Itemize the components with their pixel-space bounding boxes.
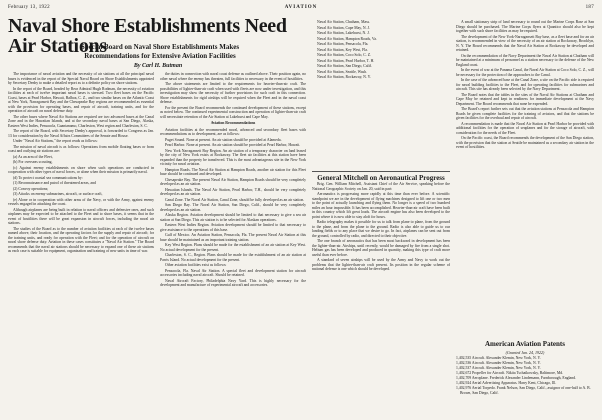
article-column-1 [8, 72, 154, 412]
paragraph: Naval Air Station, Lakehurst, N. J. [317, 31, 370, 35]
paragraph: Under "Naval Air Stations," the report reads as follows: [13, 139, 98, 143]
paragraph: Naval Air Station, Hampton Roads, Va. [317, 36, 377, 41]
paragraph: For the present the Board recommends the continued development of these stations, except as noted below. The continued experimental construction and operation of lighter-than-air craft will necessitate retention of the Air Station at Lakehurst and Cape May. [160, 105, 306, 119]
paragraph: On the Pacific coast, the Board recommends the development of the San Diego station, with the provision that the station at Seattle be maintained as a secondary air station in the event of hostilities. [456, 136, 594, 149]
paragraph: The importance of naval aviation and the necessity of air stations at all the principal naval bases is evidenced in the report of the Special Naval Board on Shore Establishments appointed by Secretary Denby to make a detailed report as to a definite policy on shore stations. [8, 72, 154, 85]
paragraph: Naval Air Station, San Diego, Calif. [317, 64, 372, 68]
paragraph: Naval Air Station, Coco Solo, C. Z. [317, 53, 371, 57]
paragraph: (3) Attacks on enemy submarines, aircraft, or surface craft, [13, 192, 103, 196]
running-head [8, 5, 594, 15]
paragraph: A standard of seven airships will be used by the Army and Navy to work out the problems that the lighter-than-air craft present. Its position in the regular scheme of national defense is one which should be developed. [312, 258, 450, 271]
page-number: 187 [585, 5, 594, 10]
paragraph: A recommendation is made that the Naval Air Station at Pearl Harbor be provided with additional facilities for the operation of seaplanes and for the storage of aircraft, with consideration for the needs of the Fleet. [456, 121, 594, 135]
patents-heading: American Aviation Patents [485, 340, 565, 348]
paragraph: (d) To protect coastal sea communications by: [13, 175, 83, 180]
paragraph: (e) Alone or in cooperation with other arms of the Navy, or with the Army, against enemy vessels engaged in attacking the coast. [8, 197, 154, 206]
mitchell-article-column [312, 182, 450, 412]
paragraph: The Board's report further sets out that the aviation stations at Pensacola and Hampton Roads be given complete facilities for the training of aviators, and that the stations be given facilities for the overhaul and repair of aircraft. [456, 107, 594, 120]
paragraph: Although airplanes are being built in relation to naval officers and defensive ones, and such airplanes may be expected to be attached to the Fleet and to shore bases, it seems that in the event of hostilities there will be great expansion in aircraft forces, including the naval air stations. [8, 207, 154, 225]
paragraph: The mission of naval aircraft is as follows: Operations from mobile floating bases or from coast and outlying air stations are: [8, 144, 154, 153]
article-subtitle: Special Board on Naval Shore Establishments Makes Recommendations for Extensive Aviation Facilities [80, 43, 240, 60]
article-byline: By Carl H. Butman [133, 63, 183, 69]
article-title: Naval Shore Establishments Need Air Stations [8, 15, 287, 57]
station-list-column [312, 20, 450, 168]
paragraph: Naval Air Station, Rockaway, N. Y. [317, 75, 371, 79]
paragraph: Eastern West Indies Region. Aviation development should be limited to that necessary to give assistance to the operations of this base. [160, 223, 306, 232]
paragraph: Pensacola, Fla. Naval Air Station. A special fleet and development station for aircraft accessories including naval aircraft. Should be retained. [160, 268, 306, 277]
patent-entry: 1,402,924 Aerial Advertising Apparatus. Harry Kent, Chicago, Ill. [456, 381, 557, 385]
paragraph: Alaska Region. Aviation development should be limited to that necessary to give a sea air station at San Diego. This air station is to be selected for Alaskan operations. [160, 213, 306, 222]
paragraph: The development of the New York-Narragansett Bay base, as a fleet base and for an air station, is recommended in view of the necessity of an air station at Rockaway, Brooklyn, N. Y. The Board recommends that the Naval Air Station at Rockaway be developed and retained. [456, 34, 594, 52]
paragraph: On the recommendation of the Navy Department the Naval Air Station at Chatham will be maintained at a minimum of personnel as a station necessary to the defense of the New England coast. [456, 53, 594, 67]
paragraph: Aeronautics is progressing more rapidly at this time than ever before. A scientific standpoint we are in the development of flying machines designed to lift one or two men to the point of actually launching and flying them. No longer is a speed of two hundred miles an hour impossible. It has been accomplished. Heavier-than-air craft have been built in this country which lift great loads. The aircraft engine has also been developed to the point where it is now able to stay aloft for hours. [312, 192, 450, 219]
paragraph: In the report of the Board, headed by Rear Admiral Hugh Rodman, the necessity of aviation facilities at each of twelve important naval bases is stressed. Two fleet bases on the Pacific Coast, bases at Pearl Harbor, Hawaii, Balboa, C. Z., and two similar bases on the Atlantic Coast at New York, Narragansett Bay and the Chesapeake Bay regions are recommended as essential with the provision for operating bases, and repair of aircraft, training units, and for the operation of aircraft on naval defense duty. [8, 86, 154, 113]
paragraph: Naval Air Station, Key West, Fla. [317, 47, 368, 52]
paragraph: The above statements are limited to the requirements for heavier-than-air craft. The possibilities of lighter-than-air craft when used with fleets are now under investigation, and this investigation may show the necessity of further provisions for such craft in this connection. Shore establishments for rigid airships will be required when the Fleet and in the naval coast defense. [160, 82, 306, 104]
paragraph: Canal Zone. The Naval Air Station, Canal Zone, should be fully developed as an air station. [165, 197, 305, 202]
paragraph: Pearl Harbor. None at present. An air station should be provided at Pearl Harbor, Hawaii. [165, 143, 301, 147]
paragraph: (b) For overseas scouting, [13, 160, 53, 164]
paragraph: Naval Air Station, Cape May, N. J. [317, 25, 370, 30]
paragraph: Brig. Gen. William Mitchell, Assistant Chief of the Air Service, speaking before the National Geographic Society on Jan. 20, said in part: [312, 182, 450, 191]
patent-entry: 1,402,976 Aerial Torpedo. Frank Nelson, San Diego, Calif., assignor of one-half to A. B. Brown, San Diego, Calif. [456, 386, 591, 395]
paragraph: Key West Region. Plans should be made for the establishment of an air station at Key West. No actual development for the present. [160, 243, 306, 252]
paragraph: The one branch of aeronautics that has been most backward in development has been the lighter-than-air. Airships, until recently, would be damaged by fire from a single shot. Helium gas has been developed and produced in quantity, making this type of craft more useful than ever before. [312, 239, 450, 257]
paragraph: In the case of the advanced base at the Canal Zone, a site on the Pacific side is required for naval building facilities to the Fleet, and for operating facilities for submarines and aircraft. This site has already been selected by the Navy Department. [456, 78, 594, 91]
patents-list [456, 356, 594, 396]
paragraph: New York Narragansett Bay Region. An air station of a temporary character on land leased by the city of New York exists at Rockaway. The fleet air facilities at this station have been expanded than the property be transferred. This is the most advantageous site in the New York vicinity for naval aviation. [160, 148, 306, 166]
paragraph: Naval Air Station, Chatham, Mass. [317, 20, 371, 24]
issue-date: February 13, 1922 [8, 5, 50, 10]
paragraph: Aviation facilities at the recommended naval, advanced and secondary fleet bases with recommendations as to development, are as follows: [160, 127, 306, 136]
paragraph: Naval Air Station, Seattle, Wash. [317, 69, 367, 74]
paragraph: Charleston, S. C., Region. Plans should be made for the establishment of an air station at Parris Island. No actual development for the present. [160, 253, 306, 262]
patents-subheading: (Granted Jan. 24, 1922) [505, 350, 545, 355]
paragraph: (2) Convoy operations; [13, 186, 49, 191]
patent-entry: 1,402,535 Aircraft. Alexander Klemin, New York, N. Y. [456, 356, 541, 360]
paragraph: Gulf of Mexico. An Aviation Station, Pensacola, Fla. The present Naval Air Station at this base should be maintained as an important training station. [160, 233, 306, 242]
paragraph: In the event of war at the Panama Canal, the Naval Air Station at Coco Solo, C. Z., will be necessary for the protection of the approaches to the Canal. [456, 68, 594, 77]
paragraph: Hawaiian Islands. The Naval Air Station, Pearl Harbor, T.H., should be very completely developed as an air station. [160, 187, 306, 196]
paragraph: Other aviation facilities exist as follows: [165, 263, 227, 267]
paragraph: A small stationary strip of land necessary to round out the Marine Corps Base at San Diego should be purchased. The Marine Corps flyers at Quantico should also be kept together with such shore facilities as may be required. [456, 20, 594, 33]
paragraph: The Board notes that the tables in the sites of the Naval Air Stations at Chatham and Cape May be retained and kept in readiness for immediate development at the Navy Department. The Board recommends that none be expended. [456, 92, 594, 106]
paragraph: Naval Aircraft Factory, Philadelphia Navy Yard. This is highly necessary for the development and manufacture of experimental aircraft and accessories. [160, 278, 306, 287]
paragraph: (1) Reconnaissance and patrol of threatened areas, and [13, 181, 96, 185]
paragraph: The other bases where Naval Air Stations are required are two advanced bases at the Canal Zone and in the Hawaiian Islands, and at the secondary naval bases at San Diego, Alaska, Eastern West Indies, Pensacola, Guantanamo, Charleston, West region and Charleston, S. C. [8, 114, 154, 128]
paragraph: San Diego Bay. The Naval Air Station, San Diego, Calif., should be very completely developed as an air station. [160, 203, 306, 212]
paragraph: Naval Air Station, Pensacola, Fla. [317, 42, 369, 46]
paragraph: (a) As an arm of the Fleet, [13, 154, 53, 159]
paragraph: the duties in connection with naval coast defense as outlined above. Their position again, no other naval where the enemy has threaten, full facilities to necessary in the event of hostilities. [160, 72, 306, 81]
paragraph: Radio telegraphy makes it possible for us to talk from plane to plane, from the ground to the plane, and from the plane to the ground. Radio is also able to guide us to our landing fields or to any place that we desire to go. In fact, airplanes can be sent out from the ground, controlled by radio, and directed to their objective. [312, 220, 450, 238]
paragraph: (c) Against enemy establishments on shore when such operations are conducted in cooperation with other types of naval forces, or alone when their mission is primarily naval. [8, 165, 154, 174]
journal-name: AVIATION [284, 5, 318, 10]
paragraph: The studies of the Board as to the number of aviation facilities at each of the twelve bases named above, their location, and the operating factors for the supply and repair of aircraft; for the training units, and ready for operation with the Fleet; and for the operation of aircraft on naval shore defense duty. Aviation in these cases constitutes a "Naval Air Station." The Board recommends that the naval air stations should be necessary to expand one of these air stations as each case is suitable for equipment, organization and training of new units in time of war. [8, 226, 154, 253]
paragraph: Aviation Recommendations [210, 121, 256, 125]
article-column-2 [160, 72, 306, 412]
patent-entry: 1,402,709 Aeroplane. Frederick Alexander Lindemann, Farnborough, England. [456, 376, 576, 380]
paragraph: Puget Sound. None at present. An air station should be provided at Alameda. [165, 137, 282, 142]
article-column-4 [456, 20, 594, 392]
patent-entry: 1,402,537 Aircraft. Alexander Klemin, New York, N. Y. [456, 366, 541, 370]
paragraph: Hampton Roads. The Naval Air Station at Hampton Roads, another air station for this Fleet base should be continued and developed. [160, 167, 306, 176]
paragraph: The report of the Board, with Secretary Denby's approval, is forwarded to Congress as Jan. 13 for consideration by the Naval Affairs Committees of the Senate and House. [8, 129, 154, 138]
mitchell-article-heading: General Mitchell on Aeronautical Progress [312, 171, 450, 182]
paragraph: Chesapeake Bay. The present Naval Air Station, Hampton Roads should be very completely developed as an air station. [160, 177, 306, 186]
patent-entry: 1,402,536 Aircraft. Alexander Klemin, New York, N. Y. [456, 361, 541, 365]
paragraph: Naval Air Station, Pearl Harbor, T. H. [317, 58, 375, 63]
patent-entry: 1,402,672 Propeller for Aircraft. Nikita Tschaikowsky, Baltimore, Md. [456, 371, 564, 375]
